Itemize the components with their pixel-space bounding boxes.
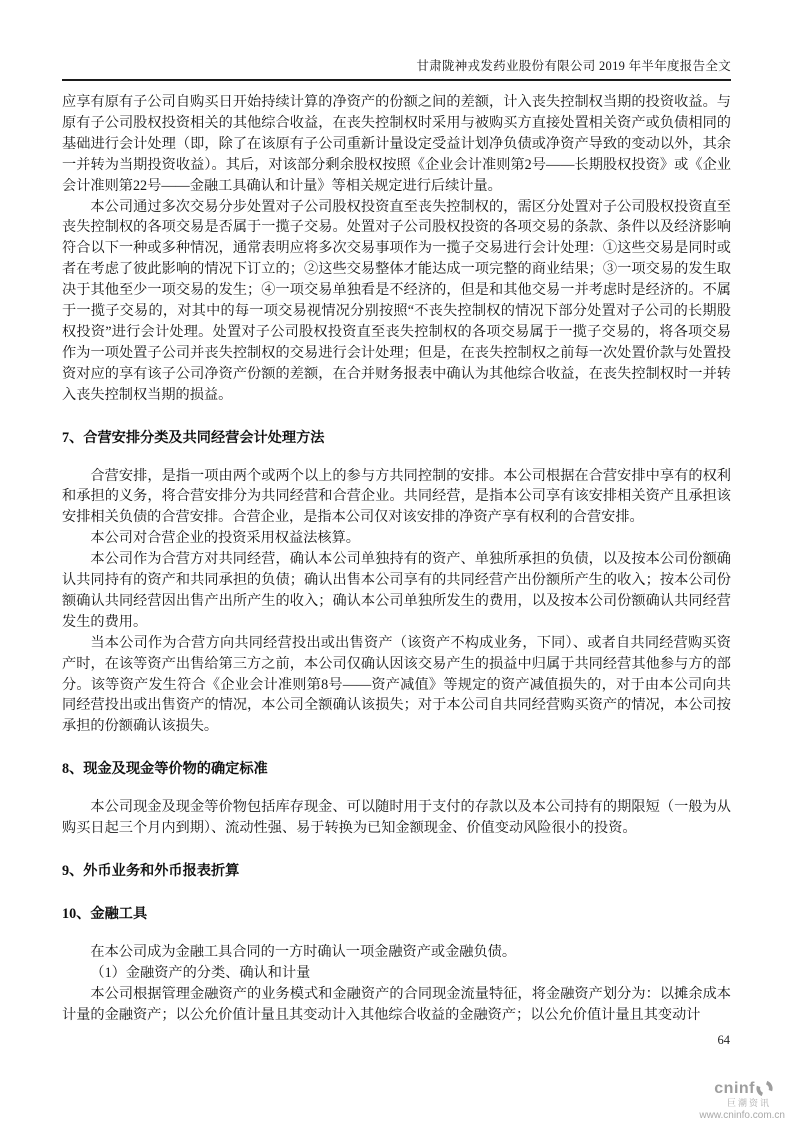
cninfo-url: www.cninfo.com.cn (699, 1110, 785, 1122)
paragraph-joint-operation-asset-sale: 当本公司作为合营方向共同经营投出或出售资产（该资产不构成业务，下同）、或者自共同经营购买资产时，在该等资产出售给第三方之前，本公司仅确认因该交易产生的损益中归属于共同经营其他参与方的部分。该等资产发生符合《企业会计准则第8号——资产减值》等规定的资产减值损失的，对于由本公司向共同经营投出或出售资产的情况，本公司全额确认该损失；对于本公司自共同经营购买资产的情况，本公司按承担的份额确认该损失。 (62, 634, 731, 735)
paragraph-joint-operation-recognition: 本公司作为合营方对共同经营，确认本公司单独持有的资产、单独所承担的负债，以及按本公司份额确认共同持有的资产和共同承担的负债；确认出售本公司享有的共同经营产出份额所产生的收入；按本公司份额确认共同经营因出售产出所产生的收入；确认本公司单独所发生的费用，以及按本公司份额确认共同经营发生的费用。 (62, 551, 731, 630)
header-title: 甘肃陇神戎发药业股份有限公司 2019 年半年度报告全文 (416, 59, 731, 73)
cninfo-brand-text: cninf (714, 1080, 755, 1097)
page-header (62, 0, 731, 81)
cninfo-brand-row (677, 1080, 787, 1098)
paragraph-joint-arrangement-definition: 合营安排，是指一项由两个或两个以上的参与方共同控制的安排。本公司根据在合营安排中享有的权利和承担的义务，将合营安排分为共同经营和合营企业。共同经营，是指本公司享有该安排相关资产且承担该安排相关负债的合营安排。合营企业，是指本公司仅对该安排的净资产享有权利的合营安排。 (62, 467, 731, 526)
paragraph-financial-asset-classification-title: （1）金融资产的分类、确认和计量 (90, 964, 311, 981)
cninfo-swirl-icon (756, 1080, 773, 1097)
paragraph-financial-asset-classification: 本公司根据管理金融资产的业务模式和金融资产的合同现金流量特征，将金融资产划分为：以摊余成本计量的金融资产；以公允价值计量且其变动计入其他综合收益的金融资产；以公允价值计量且其变动计 (62, 985, 731, 1023)
paragraph-equity-method: 本公司对合营企业的投资采用权益法核算。 (90, 530, 360, 547)
page-number: 64 (717, 1033, 730, 1047)
section-heading-9: 9、外币业务和外币报表折算 (62, 863, 240, 879)
cninfo-chinese-name: 巨潮资讯 (726, 1097, 771, 1108)
document-body (62, 92, 731, 1025)
section-heading-8: 8、现金及现金等价物的确定标准 (62, 761, 268, 778)
section-heading-10: 10、金融工具 (62, 905, 148, 922)
paragraph-cash-equivalents: 本公司现金及现金等价物包括库存现金、可以随时用于支付的存款以及本公司持有的期限短（一般为从购买日起三个月内到期）、流动性强、易于转换为已知金额现金、价值变动风险很小的投资。 (62, 799, 731, 837)
paragraph-disposal-continuation: 应享有原有子公司自购买日开始持续计算的净资产的份额之间的差额，计入丧失控制权当期的投资收益。与原有子公司股权投资相关的其他综合收益，在丧失控制权时采用与被购买方直接处置相关资产或负债相同的基础进行会计处理（即，除了在该原有子公司重新计量设定受益计划净负债或净资产导致的变动以外，其余一并转为当期投资收益）。其后，对该部分剩余股权按照《企业会计准则第2号——长期股权投资》或《企业会计准则第22号——金融工具确认和计量》等相关规定进行后续计量。 (62, 94, 731, 194)
paragraph-multi-step-disposal: 本公司通过多次交易分步处置对子公司股权投资直至丧失控制权的，需区分处置对子公司股权投资直至丧失控制权的各项交易是否属于一揽子交易。处置对子公司股权投资的各项交易的条款、条件以及经济影响符合以下一种或多种情况，通常表明应将多次交易事项作为一揽子交易进行会计处理：①这些交易是同时或者在考虑了彼此影响的情况下订立的；②这些交易整体才能达成一项完整的商业结果；③一项交易的发生取决于其他至少一项交易的发生；④一项交易单独看是不经济的，但是和其他交易一并考虑时是经济的。不属于一揽子交易的，对其中的每一项交易视情况分别按照“不丧失控制权的情况下部分处置对子公司的长期股权投资”进行会计处理。处置对子公司股权投资直至丧失控制权的各项交易属于一揽子交易的，将各项交易作为一项处置子公司并丧失控制权的交易进行会计处理；但是，在丧失控制权之前每一次处置价款与处置投资对应的享有该子公司净资产份额的差额，在合并财务报表中确认为其他综合收益，在丧失控制权时一并转入丧失控制权当期的损益。 (62, 198, 731, 403)
paragraph-financial-instrument-recognition: 在本公司成为金融工具合同的一方时确认一项金融资产或金融负债。 (90, 943, 517, 960)
section-heading-7: 7、合营安排分类及共同经营会计处理方法 (62, 429, 325, 446)
cninfo-logo (677, 1080, 787, 1121)
